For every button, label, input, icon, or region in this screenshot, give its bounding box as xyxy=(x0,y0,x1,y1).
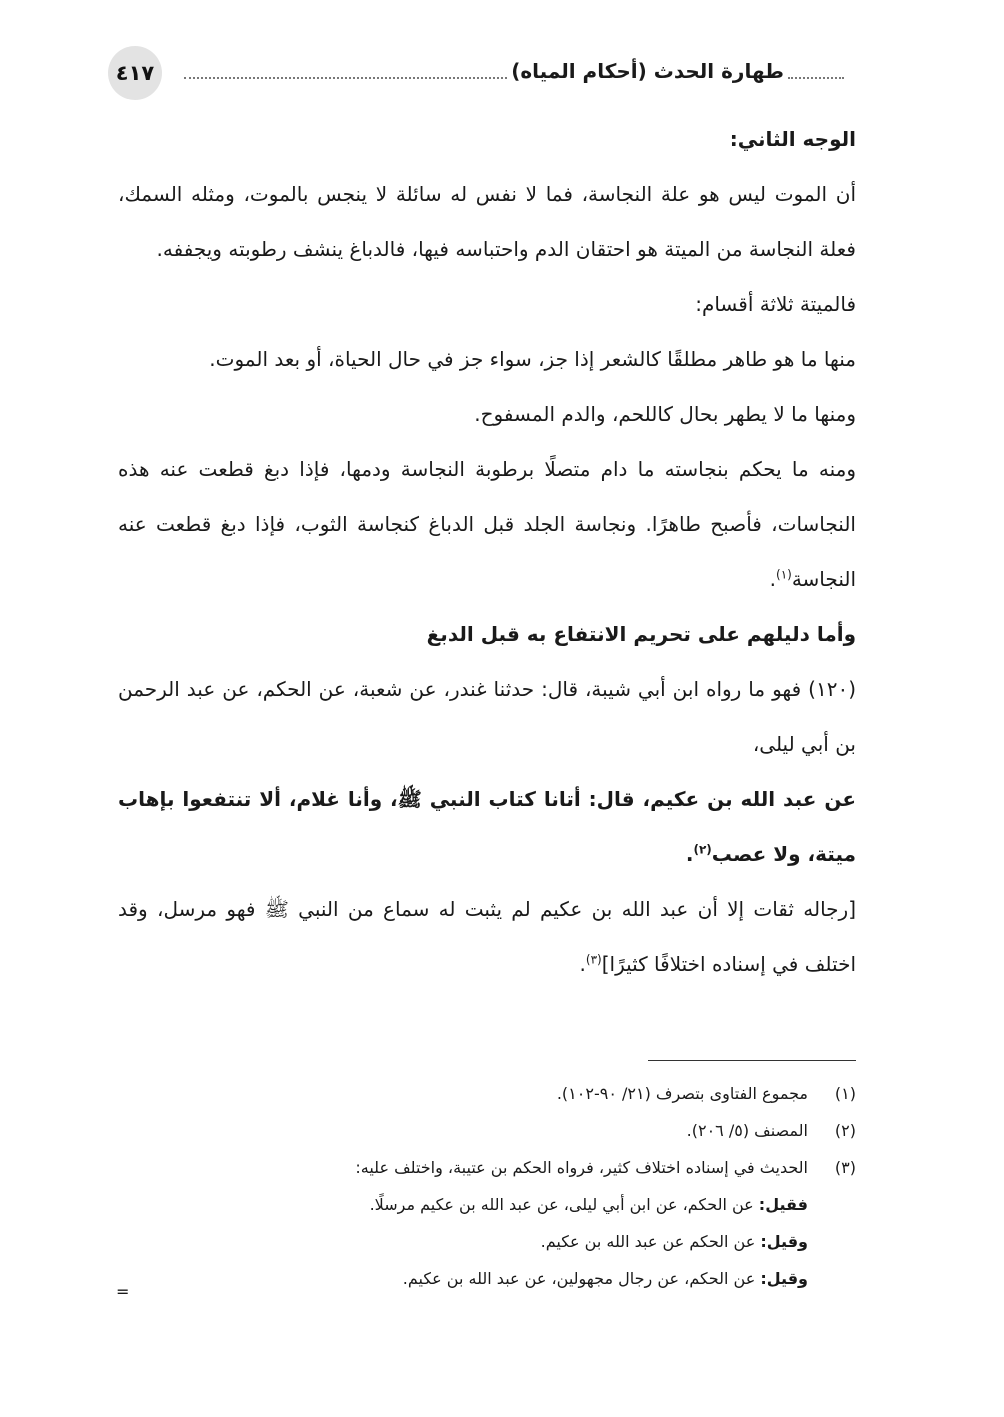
footnote-number: (٢) xyxy=(834,1121,856,1140)
grading-text: [رجاله ثقات إلا أن عبد الله بن عكيم لم يثبت له سماع من النبي ﷺ فهو مرسل، وقد اختلف في إسناده اختلافًا كثيرًا] xyxy=(118,897,856,976)
paragraph xyxy=(118,442,856,607)
footnote-ref-2[interactable]: (٢) xyxy=(693,842,712,857)
header-dotted-leader-left xyxy=(184,61,507,79)
footnote-label: فقيل: xyxy=(758,1195,808,1214)
hadith-text xyxy=(118,772,856,882)
footnote-3 xyxy=(118,1149,856,1186)
footnote-3-line-1 xyxy=(118,1186,856,1223)
footnote-number: (١) xyxy=(834,1084,856,1103)
footnote-line-text: عن الحكم عن عبد الله بن عكيم. xyxy=(540,1232,761,1251)
grading-paragraph xyxy=(118,882,856,992)
header-dotted-leader-right xyxy=(788,61,844,79)
hadith-end: . xyxy=(685,842,694,866)
footnote-text: المصنف (٥/ ٢٠٦). xyxy=(686,1121,808,1140)
footnote-ref-3[interactable]: (٣) xyxy=(585,952,602,967)
paragraph: أن الموت ليس هو علة النجاسة، فما لا نفس له سائلة لا ينجس بالموت، ومثله السمك، فعلة النجاسة من الميتة هو احتقان الدم واحتباسه فيها، فالدباغ ينشف رطوبته ويجففه. xyxy=(118,182,856,261)
header-title-row xyxy=(184,54,844,88)
footnote-2 xyxy=(118,1112,856,1149)
footnote-3-line-2 xyxy=(118,1223,856,1260)
paragraph: منها ما هو طاهر مطلقًا كالشعر إذا جز، سواء جز في حال الحياة، أو بعد الموت. xyxy=(209,347,856,371)
footnote-text: الحديث في إسناده اختلاف كثير، فرواه الحكم بن عتيبة، واختلف عليه: xyxy=(355,1158,808,1177)
grading-end: . xyxy=(579,952,586,976)
section-heading: وأما دليلهم على تحريم الانتفاع به قبل الدبغ xyxy=(426,622,856,646)
paragraph-end: . xyxy=(769,567,776,591)
footnote-1 xyxy=(118,1075,856,1112)
footnote-continuation-mark: = xyxy=(116,1282,130,1301)
page-number-badge: ٤١٧ xyxy=(108,46,162,100)
section-heading: الوجه الثاني: xyxy=(729,127,856,151)
footnote-label: وقيل: xyxy=(760,1232,808,1251)
paragraph: فالميتة ثلاثة أقسام: xyxy=(695,292,856,316)
hadith-body: عن عبد الله بن عكيم، قال: أتانا كتاب النبي ﷺ، وأنا غلام، ألا تنتفعوا بإهاب ميتة، ولا عصب xyxy=(118,787,856,866)
paragraph: (١٢٠) فهو ما رواه ابن أبي شيبة، قال: حدثنا غندر، عن شعبة، عن الحكم، عن عبد الرحمن بن أبي ليلى، xyxy=(118,677,856,756)
footnote-label: وقيل: xyxy=(760,1269,808,1288)
footnote-ref-1[interactable]: (١) xyxy=(776,567,792,582)
chapter-title: طهارة الحدث (أحكام المياه) xyxy=(511,59,784,83)
main-text xyxy=(118,112,856,992)
footnote-number: (٣) xyxy=(834,1158,856,1177)
footnote-text: مجموع الفتاوى بتصرف (٢١/ ٩٠-١٠٢). xyxy=(556,1084,808,1103)
footnote-line-text: عن الحكم، عن رجال مجهولين، عن عبد الله بن عكيم. xyxy=(402,1269,761,1288)
footnote-separator xyxy=(648,1060,856,1061)
running-header xyxy=(108,44,844,100)
footnote-3-line-3 xyxy=(118,1260,856,1297)
footnote-line-text: عن الحكم، عن ابن أبي ليلى، عن عبد الله بن عكيم مرسلًا. xyxy=(369,1195,759,1214)
paragraph: ومنها ما لا يطهر بحال كاللحم، والدم المسفوح. xyxy=(474,402,856,426)
paragraph-text: ومنه ما يحكم بنجاسته ما دام متصلًا برطوبة النجاسة ودمها، فإذا دبغ قطعت عنه هذه النجاسات، فأصبح طاهرًا. ونجاسة الجلد قبل الدباغ كنجاسة الثوب، فإذا دبغ قطعت عنه النجاسة xyxy=(118,457,856,591)
footnotes xyxy=(118,1075,856,1297)
